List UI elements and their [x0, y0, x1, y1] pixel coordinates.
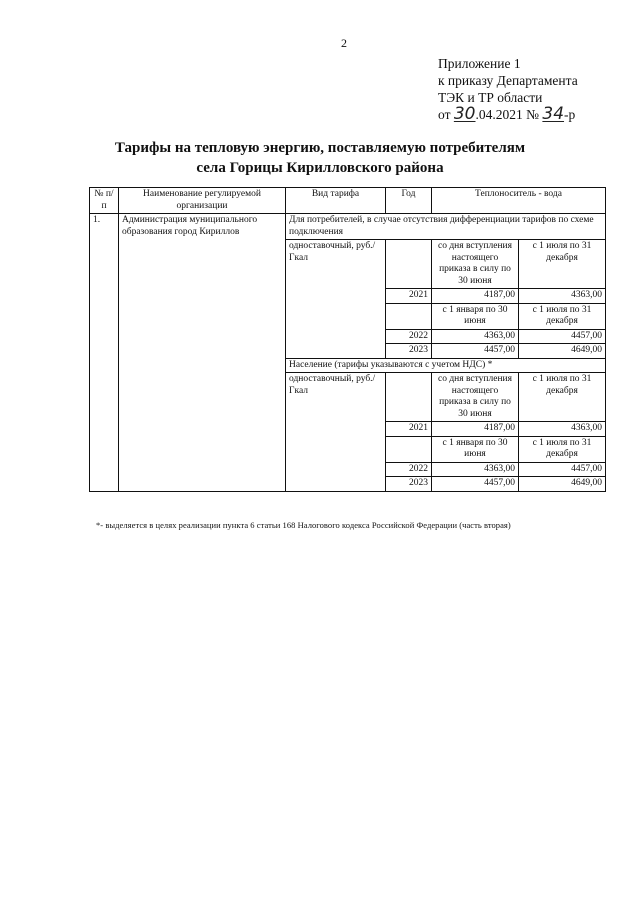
- value-cell: 4649,00: [519, 344, 606, 359]
- value-cell: 4187,00: [432, 422, 519, 437]
- section-heading: Для потребителей, в случае отсутствия дифференциации тарифов по схеме подключения: [286, 214, 606, 240]
- appendix-block: [438, 55, 578, 123]
- value-cell: 4457,00: [432, 477, 519, 492]
- year-cell: 2021: [386, 289, 432, 304]
- section-heading: Население (тарифы указываются с учетом НДС) *: [286, 358, 606, 373]
- table-header-row: [90, 188, 606, 214]
- order-prefix: от: [438, 107, 454, 122]
- value-cell: 4457,00: [519, 462, 606, 477]
- year-cell: [386, 303, 432, 329]
- value-cell: 4363,00: [432, 462, 519, 477]
- table-row: [90, 214, 606, 240]
- header-num: № п/п: [90, 188, 119, 214]
- value-cell: 4363,00: [519, 422, 606, 437]
- value-cell: 4187,00: [432, 289, 519, 304]
- value-cell: 4649,00: [519, 477, 606, 492]
- tariff-kind: одноставочный, руб./Гкал: [286, 373, 386, 492]
- year-cell: 2021: [386, 422, 432, 437]
- row-number: 1.: [90, 214, 119, 492]
- footnote: *- выделяется в целях реализации пункта 6 статьи 168 Налогового кодекса Российской Федерации (часть вторая): [96, 520, 511, 530]
- period-cell: со дня вступления настоящего приказа в силу по 30 июня: [432, 240, 519, 289]
- value-cell: 4363,00: [432, 329, 519, 344]
- year-cell: [386, 436, 432, 462]
- order-number-handwritten: 34: [542, 104, 565, 124]
- tariff-table: [89, 187, 606, 492]
- order-date-rest: .04.2021 №: [475, 107, 543, 122]
- title-line-2: села Горицы Кирилловского района: [196, 160, 444, 176]
- period-cell: с 1 января по 30 июня: [432, 436, 519, 462]
- order-suffix: -р: [564, 107, 576, 122]
- value-cell: 4457,00: [432, 344, 519, 359]
- period-cell: с 1 июля по 31 декабря: [519, 240, 606, 289]
- header-kind: Вид тарифа: [286, 188, 386, 214]
- appendix-line-2: к приказу Департамента: [438, 73, 578, 88]
- period-cell: с 1 июля по 31 декабря: [519, 436, 606, 462]
- title-line-1: Тарифы на тепловую энергию, поставляемую потребителям: [114, 140, 526, 156]
- order-line: [438, 106, 578, 123]
- appendix-line-3: ТЭК и ТР области: [438, 90, 543, 105]
- year-cell: 2023: [386, 344, 432, 359]
- period-cell: со дня вступления настоящего приказа в силу по 30 июня: [432, 373, 519, 422]
- page-number: 2: [341, 36, 347, 50]
- document-title: [0, 138, 640, 178]
- year-cell: 2022: [386, 329, 432, 344]
- year-cell: 2022: [386, 462, 432, 477]
- value-cell: 4457,00: [519, 329, 606, 344]
- appendix-line-1: Приложение 1: [438, 56, 521, 71]
- tariff-kind: одноставочный, руб./Гкал: [286, 240, 386, 359]
- year-cell: [386, 240, 432, 289]
- header-year: Год: [386, 188, 432, 214]
- year-cell: [386, 373, 432, 422]
- period-cell: с 1 июля по 31 декабря: [519, 373, 606, 422]
- period-cell: с 1 июля по 31 декабря: [519, 303, 606, 329]
- value-cell: 4363,00: [519, 289, 606, 304]
- period-cell: с 1 января по 30 июня: [432, 303, 519, 329]
- year-cell: 2023: [386, 477, 432, 492]
- header-org: Наименование регулируемой организации: [119, 188, 286, 214]
- order-date-handwritten: 30: [453, 104, 476, 124]
- org-name: Администрация муниципального образования город Кириллов: [119, 214, 286, 492]
- header-carrier: Теплоноситель - вода: [432, 188, 606, 214]
